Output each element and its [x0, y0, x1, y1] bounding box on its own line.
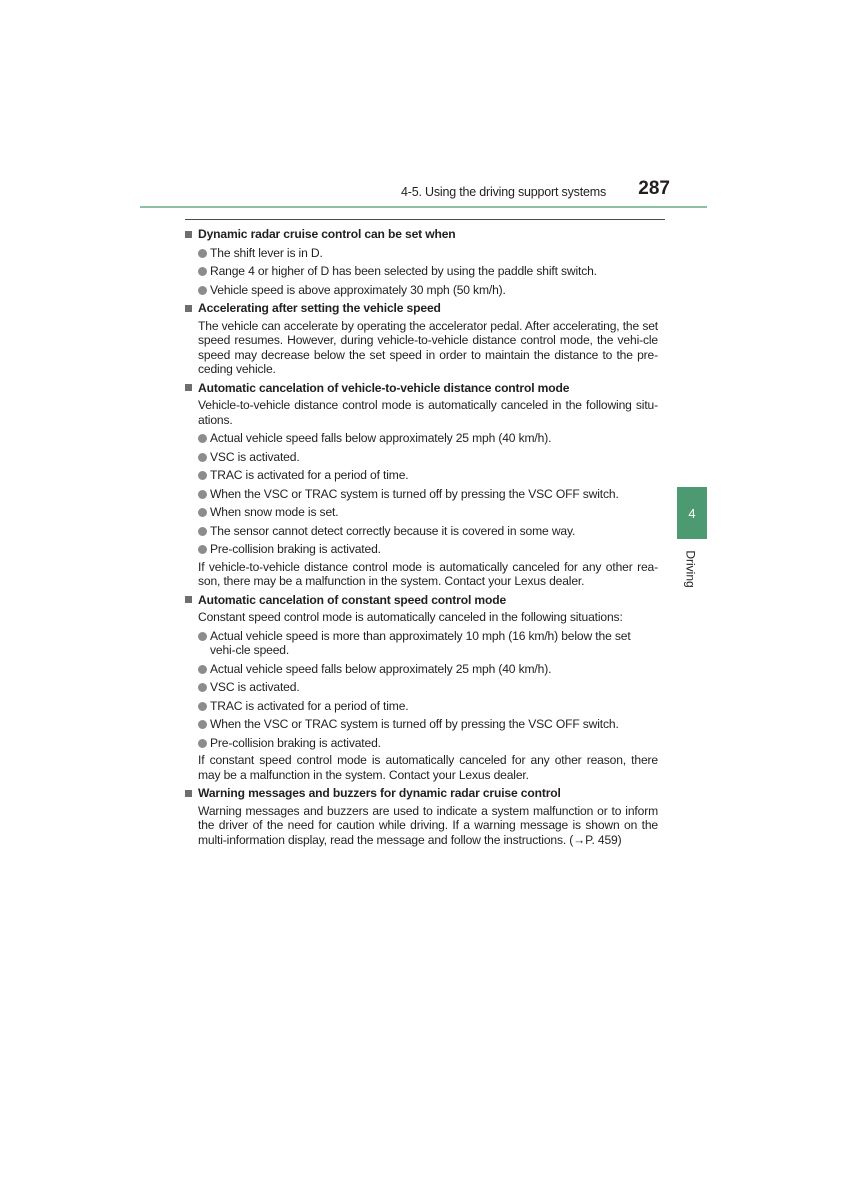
list-item: When snow mode is set.	[185, 505, 658, 520]
list-item: Range 4 or higher of D has been selected by using the paddle shift switch.	[185, 264, 658, 279]
circle-bullet-icon	[198, 267, 207, 276]
square-bullet-icon	[185, 596, 192, 603]
circle-bullet-icon	[198, 471, 207, 480]
list-item: Actual vehicle speed falls below approximately 25 mph (40 km/h).	[185, 662, 658, 677]
circle-bullet-icon	[198, 249, 207, 258]
paragraph: If vehicle-to-vehicle distance control mode is automatically canceled for any other rea-son, there may be a malfunction in the system. Contact your Lexus dealer.	[198, 559, 658, 588]
page-content	[185, 227, 665, 847]
square-bullet-icon	[185, 231, 192, 238]
list-item: Pre-collision braking is activated.	[185, 736, 658, 751]
chapter-tab	[677, 487, 707, 539]
section-heading: Dynamic radar cruise control can be set when	[185, 227, 665, 242]
list-item: Actual vehicle speed is more than approximately 10 mph (16 km/h) below the set vehi-cle speed.	[185, 629, 658, 658]
circle-bullet-icon	[198, 720, 207, 729]
paragraph: If constant speed control mode is automatically canceled for any other reason, there may be a malfunction in the system. Contact your Lexus dealer.	[198, 753, 658, 782]
chapter-label: Driving	[684, 550, 698, 588]
circle-bullet-icon	[198, 683, 207, 692]
circle-bullet-icon	[198, 434, 207, 443]
list-item: When the VSC or TRAC system is turned off by pressing the VSC OFF switch.	[185, 487, 658, 502]
paragraph: Constant speed control mode is automatically canceled in the following situations:	[198, 610, 623, 624]
section-title: 4-5. Using the driving support systems	[401, 185, 606, 199]
list-item: When the VSC or TRAC system is turned off by pressing the VSC OFF switch.	[185, 717, 658, 732]
section-heading: Warning messages and buzzers for dynamic radar cruise control	[185, 786, 665, 801]
circle-bullet-icon	[198, 632, 207, 641]
list-item: Pre-collision braking is activated.	[185, 542, 658, 557]
list-item: Vehicle speed is above approximately 30 mph (50 km/h).	[185, 283, 658, 298]
circle-bullet-icon	[198, 508, 207, 517]
section-heading: Accelerating after setting the vehicle speed	[185, 301, 665, 316]
list-item: TRAC is activated for a period of time.	[185, 699, 658, 714]
circle-bullet-icon	[198, 702, 207, 711]
circle-bullet-icon	[198, 490, 207, 499]
circle-bullet-icon	[198, 739, 207, 748]
paragraph: Vehicle-to-vehicle distance control mode is automatically canceled in the following situ-ations.	[198, 398, 658, 427]
paragraph: Warning messages and buzzers are used to indicate a system malfunction or to inform the driver of the need for caution while driving. If a warning message is shown on the multi-information display, read the message and follow the instructions. (→P. 459)	[198, 803, 658, 847]
section-heading: Automatic cancelation of constant speed control mode	[185, 593, 665, 608]
circle-bullet-icon	[198, 453, 207, 462]
paragraph: The vehicle can accelerate by operating the accelerator pedal. After accelerating, the set speed resumes. However, during vehicle-to-vehicle distance control mode, the vehi-cle speed may decrease below the set speed in order to maintain the distance to the pre-ceding vehicle.	[198, 318, 658, 376]
list-item: The sensor cannot detect correctly because it is covered in some way.	[185, 524, 658, 539]
circle-bullet-icon	[198, 527, 207, 536]
content-top-rule	[185, 219, 665, 220]
section-heading: Automatic cancelation of vehicle-to-vehicle distance control mode	[185, 381, 665, 396]
page-number: 287	[638, 178, 670, 199]
square-bullet-icon	[185, 305, 192, 312]
list-item: Actual vehicle speed falls below approximately 25 mph (40 km/h).	[185, 431, 658, 446]
list-item: VSC is activated.	[185, 450, 658, 465]
square-bullet-icon	[185, 384, 192, 391]
circle-bullet-icon	[198, 286, 207, 295]
chapter-number: 4	[688, 505, 696, 521]
list-item: TRAC is activated for a period of time.	[185, 468, 658, 483]
circle-bullet-icon	[198, 665, 207, 674]
circle-bullet-icon	[198, 545, 207, 554]
list-item: VSC is activated.	[185, 680, 658, 695]
list-item: The shift lever is in D.	[185, 246, 658, 261]
square-bullet-icon	[185, 790, 192, 797]
header-rule	[140, 206, 707, 208]
